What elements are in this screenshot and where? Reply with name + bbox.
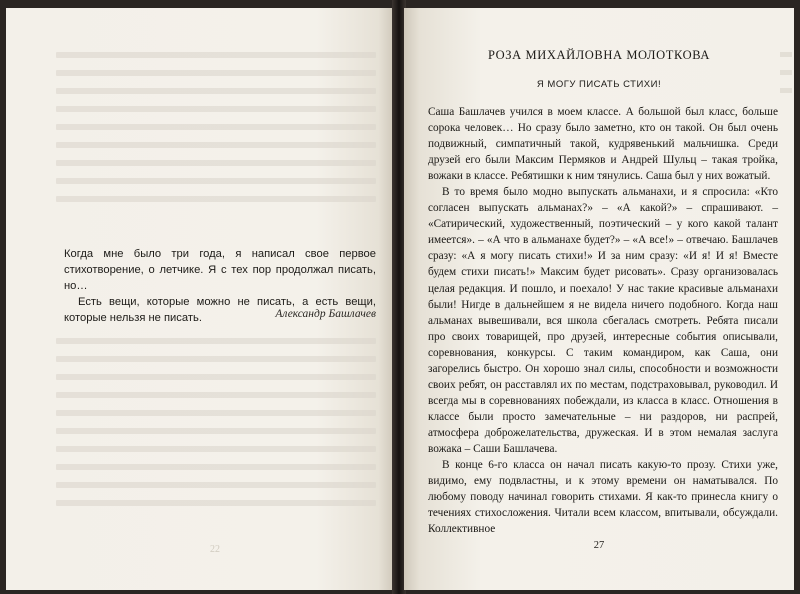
- body-text: [428, 104, 778, 537]
- show-through-line: [56, 428, 376, 434]
- show-through-line: [56, 160, 376, 166]
- show-through-line: [56, 500, 376, 506]
- body-paragraph: Саша Башлачев учился в моем классе. А большой был класс, больше сорока человек… Но сразу было заметно, кто он такой. Он был очень подвижный, симпатичный такой, кудрявенький мальчишка. Среди друзей его были Максим Пермяков и Андрей Шульц – такая тройка, вожаки в классе. Ребятишки к ним тянулись. Саша был у них вожатый.: [428, 106, 778, 183]
- right-page: [404, 8, 794, 590]
- epigraph-paragraph: Есть вещи, которые можно не писать, а есть вещи, которые нельзя не писать.: [64, 296, 376, 324]
- show-through-line: [780, 70, 792, 75]
- show-through-line: [56, 356, 376, 362]
- show-through-line: [56, 88, 376, 94]
- show-through-line: [56, 178, 376, 184]
- show-through-line: [56, 392, 376, 398]
- show-through-line: [56, 142, 376, 148]
- epigraph-paragraph: Когда мне было три года, я написал свое первое стихотворение, о летчике. Я с тех пор продолжал писать, но…: [64, 248, 376, 292]
- body-paragraph: В конце 6-го класса он начал писать какую-то прозу. Стихи уже, видимо, ему подвластны, и к этому времени он наматывался. По любому поводу начинал говорить стихами. Я как-то принесла книгу о течениях стихосложения. Читали всем классом, впитывали, обсуждали. Коллективное: [428, 459, 778, 536]
- show-through-line: [56, 196, 376, 202]
- running-head: РОЗА МИХАЙЛОВНА МОЛОТКОВА: [487, 48, 711, 62]
- show-through-line: [56, 70, 376, 76]
- left-page: [6, 8, 394, 590]
- show-through-line: [56, 338, 376, 344]
- show-through-line: [56, 124, 376, 130]
- epigraph-author: Александр Башлачев: [275, 308, 376, 320]
- chapter-title: Я МОГУ ПИСАТЬ СТИХИ!: [536, 79, 662, 90]
- body-paragraph: В то время было модно выпускать альманахи, и я спросила: «Кто согласен выпускать альманах?» – «А какой?» – спрашивают. – «Сатирический, художественный, поэтический – у кого какой талант имеется». – «А что в альманахе будет?» – «А все!» – отвечаю. Башлачев сразу: «А я могу писать стихи!» И за ним сразу: «И я! И я! Вместе будем стихи писать!» Максим будет рисовать». Сразу организовалась целая редакция. И пошло, и поехало! У нас такие красивые альманахи были! Нигде в дальнейшем я не видела ничего подобного. Когда наш альманах вывешивали, вся школа сбегалась смотреть. Ребята писали про своих товарищей, про друзей, интересные события описывали, соревнования, конкурсы. С таким командиром, как Саша, они загорелись быстро. Он хорошо знал силы, способности и возможности своих ребят, он расставлял их по местам, подстраховывал, руководил. И всегда мы в соревнованиях побеждали, из класса в класс. Отношения в классе были просто замечательные – ни раздоров, ни распрей, атмосфера доброжелательства, дружеская. И в этом немалая заслуга вожака – Саши Башлачева.: [428, 186, 778, 455]
- show-through-line: [56, 446, 376, 452]
- page-number: 27: [593, 540, 605, 551]
- show-through-line: [56, 482, 376, 488]
- show-through-line: [56, 374, 376, 380]
- show-through-line: [56, 464, 376, 470]
- show-through-line: [56, 410, 376, 416]
- show-through-line: [56, 52, 376, 58]
- show-through-page-number: 22: [210, 544, 220, 555]
- show-through-line: [56, 106, 376, 112]
